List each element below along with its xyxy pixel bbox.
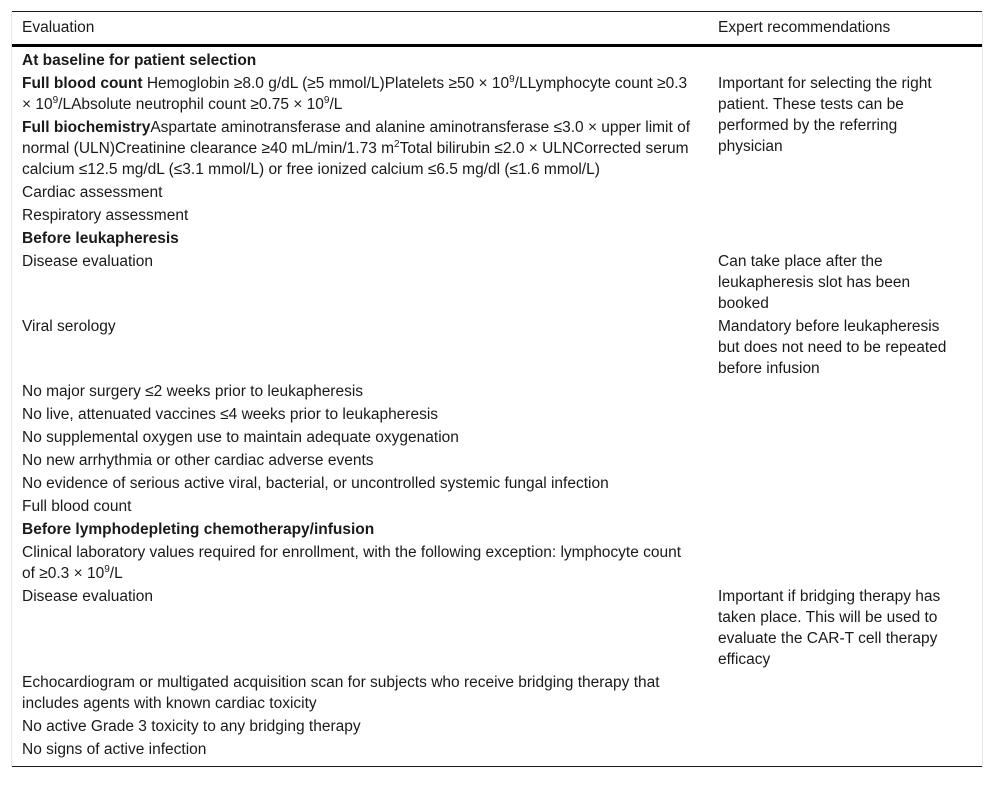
cell-leuk-full-blood-count: Full blood count bbox=[22, 498, 132, 515]
empty-cell bbox=[708, 46, 982, 73]
table-row-no-new-arrhythmia bbox=[12, 449, 982, 472]
table-row-lympho-disease-evaluation bbox=[12, 585, 982, 671]
empty-cell bbox=[708, 541, 982, 585]
table-row-viral-serology bbox=[12, 315, 982, 380]
cell-full-blood-count: Full blood count Hemoglobin ≥8.0 g/dL (≥5 mmol/L)Platelets $\ge 50 \times 10^9$/LLymphocyte count $\ge 0.3 \times 10^9$/LAbsolute neutrophil count $\ge 0.75 \times 10^9/L$ bbox=[22, 74, 688, 113]
table-row-no-grade3-toxicity bbox=[12, 715, 982, 738]
empty-cell bbox=[708, 227, 982, 250]
cell-cardiac-assessment: Cardiac assessment bbox=[22, 184, 163, 201]
cell-disease-evaluation: Disease evaluation bbox=[22, 253, 153, 270]
recommendation-viral-serology: Mandatory before leukapheresis but does not need to be repeated before infusion bbox=[718, 318, 947, 377]
table-row-clinical-lab-values bbox=[12, 541, 982, 585]
table-row-leuk-full-blood-count bbox=[12, 495, 982, 518]
table-row-no-active-infection bbox=[12, 738, 982, 767]
table-row-full-blood-count bbox=[12, 72, 982, 116]
cell-echocardiogram: Echocardiogram or multigated acquisition scan for subjects who receive bridging therapy that includes agents with known cardiac toxicity bbox=[22, 674, 660, 712]
section-title-lymphodepleting: Before lymphodepleting chemotherapy/infusion bbox=[22, 521, 375, 538]
section-title-baseline: At baseline for patient selection bbox=[22, 52, 257, 69]
evaluation-table bbox=[12, 11, 982, 767]
empty-cell bbox=[708, 671, 982, 715]
cell-respiratory-assessment: Respiratory assessment bbox=[22, 207, 189, 224]
empty-cell bbox=[708, 715, 982, 738]
empty-cell bbox=[708, 403, 982, 426]
section-row-baseline bbox=[12, 46, 982, 73]
evaluation-table-container bbox=[11, 11, 983, 767]
recommendation-disease-evaluation: Can take place after the leukapheresis slot has been booked bbox=[718, 253, 911, 312]
empty-cell bbox=[708, 472, 982, 495]
cell-no-infection-evidence: No evidence of serious active viral, bacterial, or uncontrolled systemic fungal infection bbox=[22, 475, 609, 492]
recommendation-lympho-disease-evaluation: Important if bridging therapy has taken place. This will be used to evaluate the CAR-T cell therapy efficacy bbox=[718, 588, 941, 668]
header-row bbox=[12, 12, 982, 46]
cell-no-new-arrhythmia: No new arrhythmia or other cardiac adverse events bbox=[22, 452, 374, 469]
cell-clinical-lab-values: Clinical laboratory values required for enrollment, with the following exception: lymphocyte count of $\ge 0.3 \times 10^9/L$ bbox=[22, 544, 682, 582]
recommendation-baseline: Important for selecting the right patient. These tests can be performed by the referring physician bbox=[718, 75, 932, 155]
empty-cell bbox=[708, 738, 982, 767]
empty-cell bbox=[708, 380, 982, 403]
header-expert-recommendations: Expert recommendations bbox=[708, 12, 982, 46]
table-body bbox=[12, 46, 982, 767]
empty-cell bbox=[708, 495, 982, 518]
table-header bbox=[12, 12, 982, 46]
label-full-blood-count: Full blood count bbox=[22, 75, 143, 92]
label-full-biochemistry: Full biochemistry bbox=[22, 119, 151, 136]
empty-cell bbox=[708, 518, 982, 541]
cell-no-supplemental-oxygen: No supplemental oxygen use to maintain adequate oxygenation bbox=[22, 429, 459, 446]
cell-no-active-infection: No signs of active infection bbox=[12, 738, 708, 767]
table-row-no-live-vaccines bbox=[12, 403, 982, 426]
section-row-leukapheresis bbox=[12, 227, 982, 250]
cell-no-grade3-toxicity: No active Grade 3 toxicity to any bridging therapy bbox=[22, 718, 361, 735]
cell-lympho-disease-evaluation: Disease evaluation bbox=[22, 588, 153, 605]
table-row-no-infection-evidence bbox=[12, 472, 982, 495]
empty-cell bbox=[708, 426, 982, 449]
cell-no-live-vaccines: No live, attenuated vaccines ≤4 weeks prior to leukapheresis bbox=[22, 406, 439, 423]
section-title-leukapheresis: Before leukapheresis bbox=[22, 230, 179, 247]
table-row-no-supplemental-oxygen bbox=[12, 426, 982, 449]
table-row-no-major-surgery bbox=[12, 380, 982, 403]
cell-full-biochemistry: Full biochemistryAspartate aminotransferase and alanine aminotransferase ≤3.0 × upper limit of normal (ULN)Creatinine clearance ≥40 mL/min/1.73 $m^2Total$ bilirubin ≤2.0 × ULNCorrected serum calcium ≤12.5 mg/dL (≤3.1 mmol/L) or free ionized calcium ≤6.5 mg/dl (≤1.6 mmol/L) bbox=[22, 119, 691, 178]
empty-cell bbox=[708, 449, 982, 472]
table-row-echocardiogram bbox=[12, 671, 982, 715]
cell-viral-serology: Viral serology bbox=[22, 318, 116, 335]
header-evaluation: Evaluation bbox=[12, 12, 708, 46]
section-row-lymphodepleting bbox=[12, 518, 982, 541]
table-row-disease-evaluation bbox=[12, 250, 982, 315]
cell-no-major-surgery: No major surgery ≤2 weeks prior to leukapheresis bbox=[22, 383, 364, 400]
